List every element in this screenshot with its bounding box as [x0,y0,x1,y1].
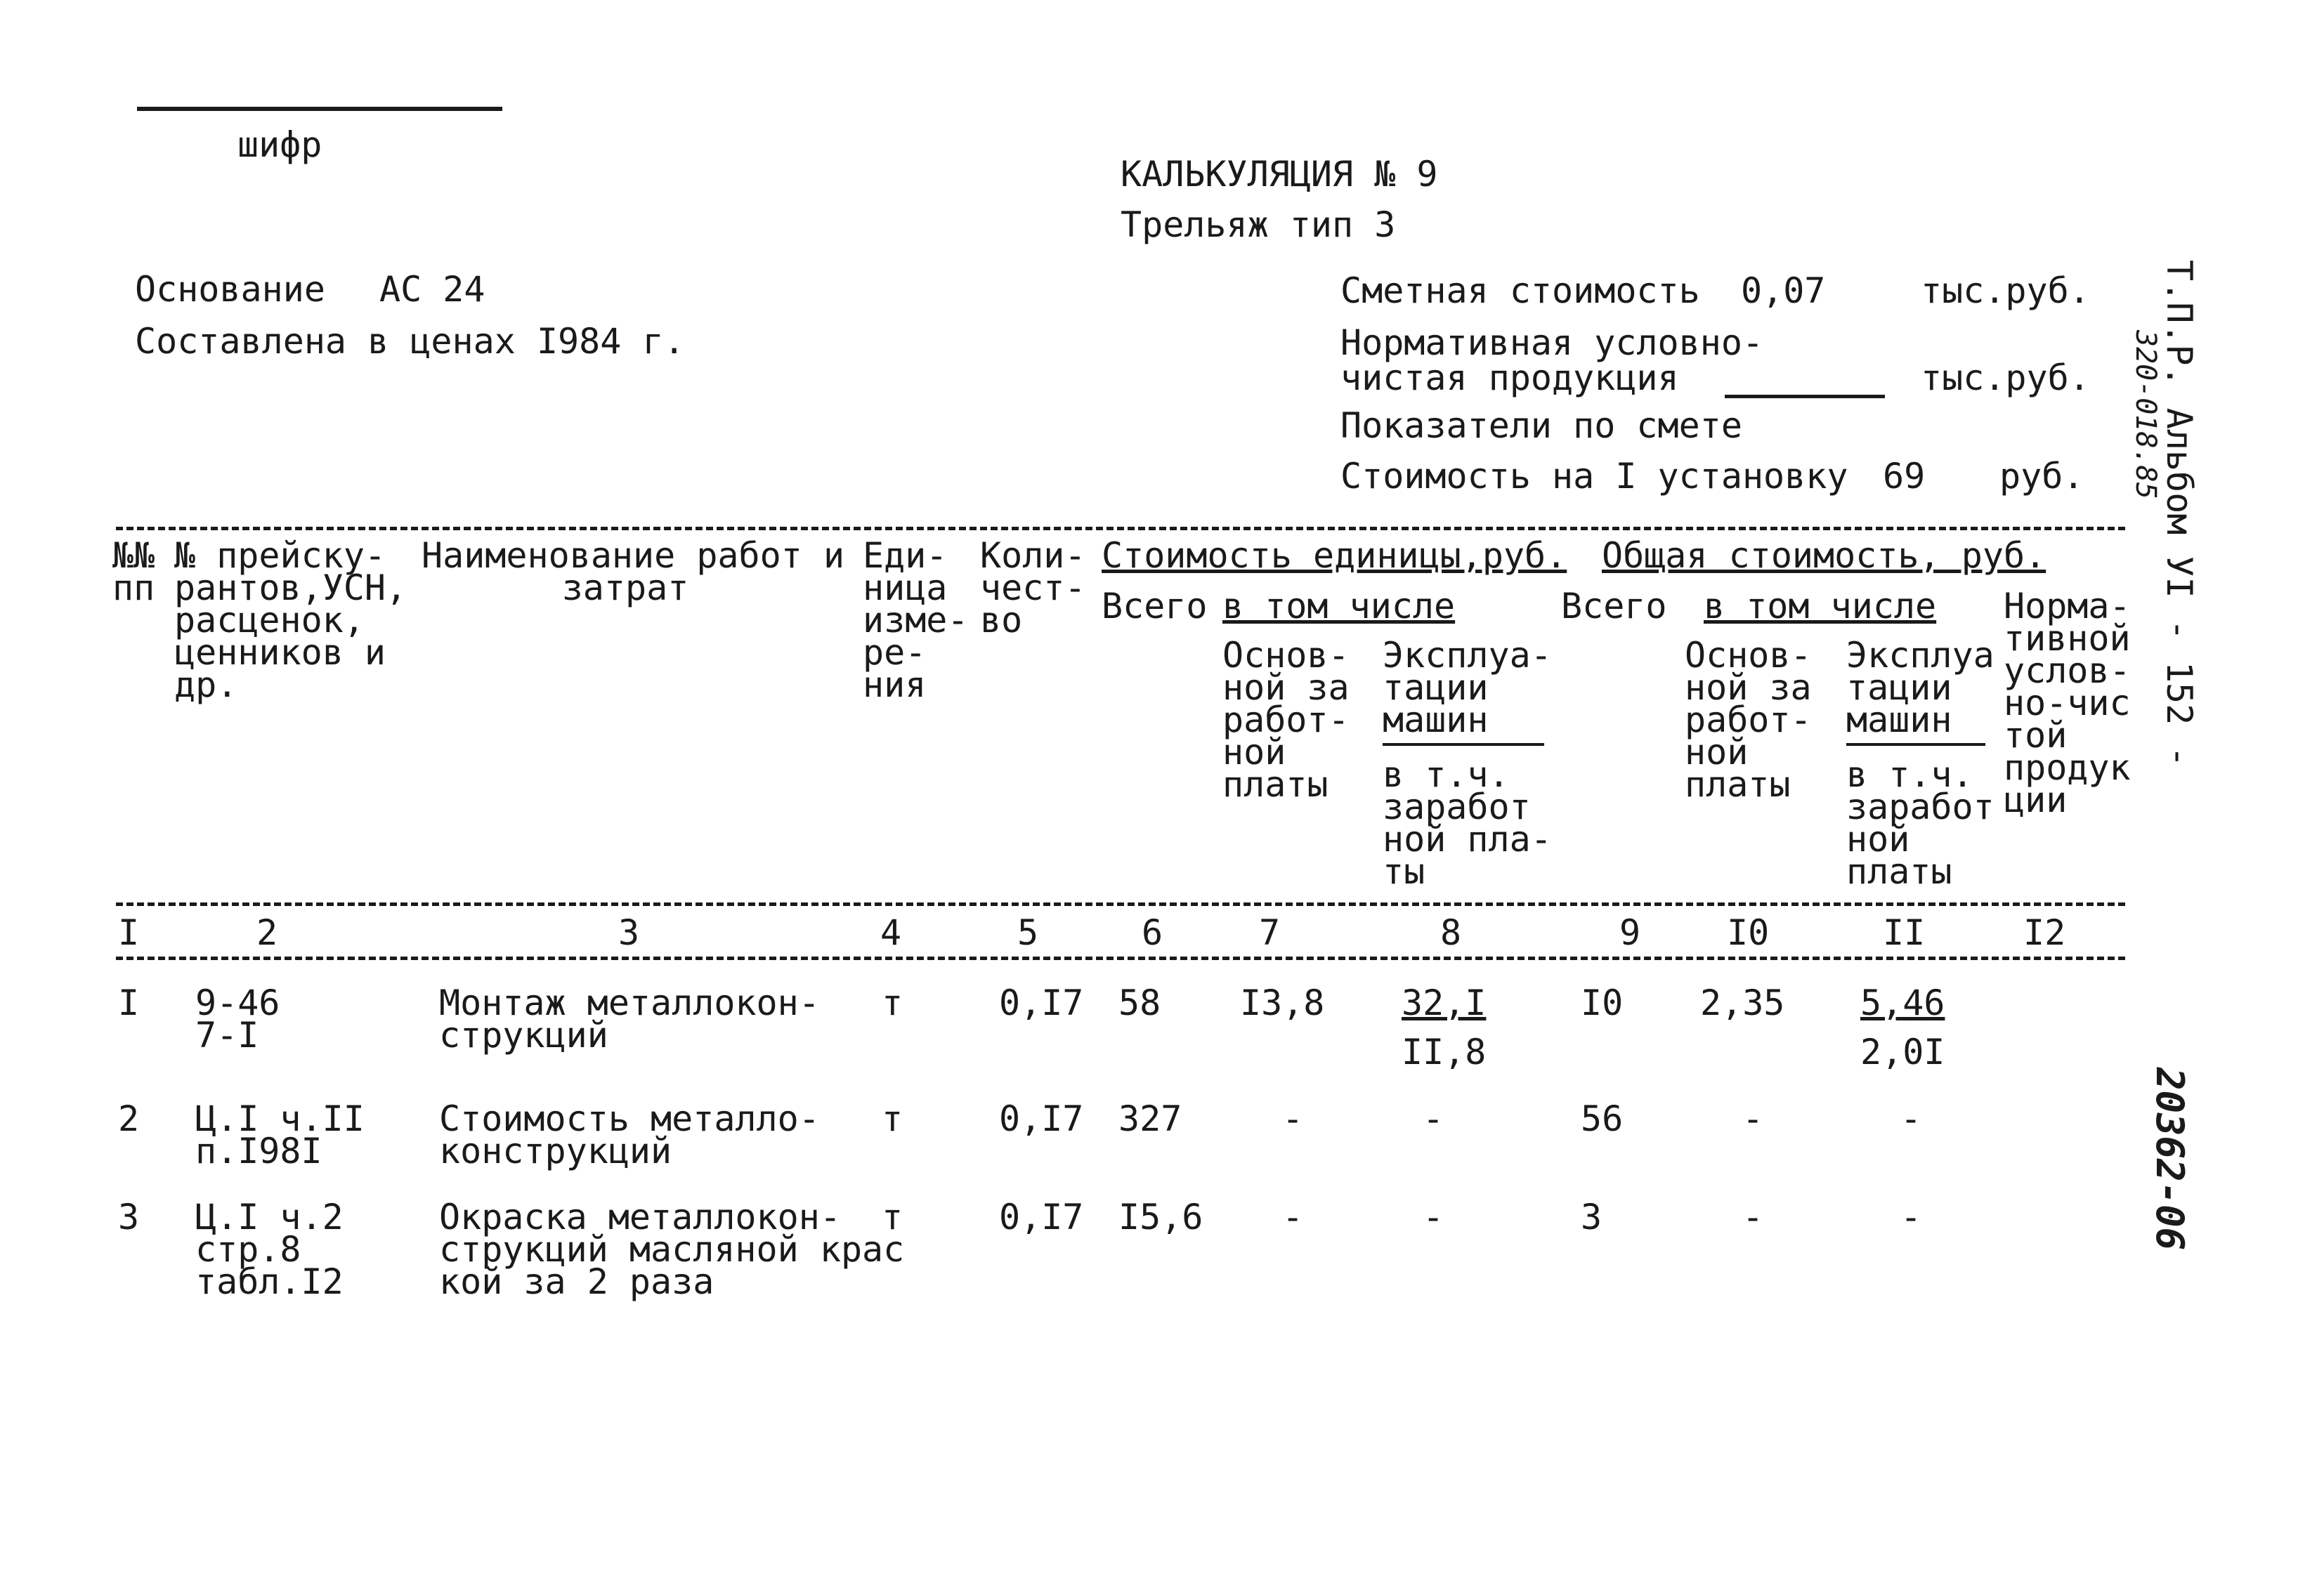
row-unit-total: I5,6 [1118,1197,1203,1237]
numbers-bottom-rule [116,957,2125,960]
total-base-wage-header: Основ- ной за работ- ной платы [1685,635,1812,805]
normative-line1: Нормативная условно- [1340,322,1764,363]
per-unit-unit: руб. [1999,456,2084,497]
row-unit-mach: 32,I [1402,983,1487,1023]
row-code: Ц.I ч.II п.I98I [195,1098,365,1171]
col-number: 3 [618,912,640,953]
unit-incl-wage-header: в т.ч. заработ ной пла- ты [1383,754,1552,892]
total-machines-divider [1846,743,1985,746]
header-bottom-rule [116,902,2125,906]
per-unit-value: 69 [1883,456,1926,497]
basis-value: АС 24 [379,269,485,310]
col-number: I2 [2023,912,2066,953]
row-number: 2 [118,1098,140,1139]
row-total-base: - [1742,1197,1764,1237]
row-number: 3 [118,1197,140,1237]
document-title: КАЛЬКУЛЯЦИЯ № 9 [1121,154,1438,195]
unit-base-wage-header: Основ- ной за работ- ной платы [1222,635,1350,805]
total-incl-wage-header: в т.ч. заработ ной платы [1846,754,1995,892]
album-reference: Т.П.Р. Альбом УI - 152 - [2159,260,2200,768]
row-total: 56 [1581,1098,1624,1139]
row-unit-base: - [1282,1197,1304,1237]
estimate-label: Сметная стоимость [1340,270,1700,311]
row-unit-base: - [1282,1098,1304,1139]
row-unit-mach: - [1423,1098,1444,1139]
cipher-label: шифр [237,124,322,165]
col-number: 4 [880,912,902,953]
estimate-unit: тыс.руб. [1921,270,2090,311]
row-unit: т [882,1098,903,1139]
col4-header: Еди- ница изме- ре- ния [863,535,969,705]
row-unit-mach: - [1423,1197,1444,1237]
col-number: 8 [1440,912,1462,953]
total-incl-header: в том числе [1704,586,1937,626]
row-qty: 0,I7 [999,1197,1084,1237]
document-subtitle: Трельяж тип 3 [1121,204,1396,245]
normative-blank [1725,395,1885,398]
row-qty: 0,I7 [999,1098,1084,1139]
row-unit-mach-wage: II,8 [1402,1032,1487,1072]
prices-line: Составлена в ценах I984 г. [135,321,685,362]
indicators-label: Показатели по смете [1340,405,1742,446]
row-code: 9-46 7-I [195,983,280,1056]
unit-machines-header: Эксплуа- тации машин [1383,635,1552,740]
row-qty: 0,I7 [999,983,1084,1023]
unit-machines-divider [1383,743,1544,746]
col-number: 6 [1142,912,1163,953]
col3-header: Наименование работ и затрат [422,535,845,608]
total-total-header: Всего [1561,586,1667,626]
col-number: I [118,912,140,953]
normative-line2: чистая продукция [1340,357,1679,398]
row-code: Ц.I ч.2 стр.8 табл.I2 [195,1197,344,1302]
row-unit-total: 327 [1118,1098,1182,1139]
col2-header: № прейску- рантов,УСН, расценок, ценников и др. [174,535,407,705]
handwritten-number: 20362-06 [2148,1068,2192,1251]
col5-header: Коли- чест- во [980,535,1086,641]
unit-total-header: Всего [1102,586,1208,626]
row-total-base: - [1742,1098,1764,1139]
normative-header: Норма- тивной услов- но-чис той продук ции [2004,586,2131,820]
per-unit-label: Стоимость на I установку [1340,456,1848,497]
table-top-rule [116,527,2125,530]
series-code: 320-018.85 [2129,330,2162,499]
col-number: 5 [1017,912,1039,953]
row-total-mach-wage: 2,0I [1860,1032,1945,1072]
row-name: Монтаж металлокон- струкций [439,983,820,1056]
row-unit-total: 58 [1118,983,1161,1023]
row-unit: т [882,1197,903,1237]
row-unit: т [882,983,903,1023]
cipher-rule [137,107,502,111]
col-number: 9 [1619,912,1641,953]
unit-incl-header: в том числе [1222,586,1456,626]
row-name: Окраска металлокон- струкций масляной крас кой за 2 раза [439,1197,905,1302]
basis-label: Основание [135,269,325,310]
col1-header: №№ пп [112,535,155,608]
col-number: 2 [256,912,278,953]
row-total-mach: - [1900,1197,1922,1237]
col-number: 7 [1259,912,1281,953]
row-name: Стоимость металло- конструкций [439,1098,820,1171]
row-total-base: 2,35 [1700,983,1785,1023]
estimate-value: 0,07 [1741,270,1826,311]
normative-unit: тыс.руб. [1921,357,2090,398]
row-total: I0 [1581,983,1624,1023]
row-number: I [118,983,140,1023]
row-total-mach: - [1900,1098,1922,1139]
col-number: II [1883,912,1926,953]
unit-cost-group: Стоимость единицы,руб. [1102,535,1567,576]
total-cost-group: Общая стоимость, руб. [1602,535,2046,576]
row-total: 3 [1581,1197,1602,1237]
col-number: I0 [1727,912,1770,953]
row-unit-base: I3,8 [1240,983,1325,1023]
total-machines-header: Эксплуа тации машин [1846,635,1995,740]
row-total-mach: 5,46 [1860,983,1945,1023]
